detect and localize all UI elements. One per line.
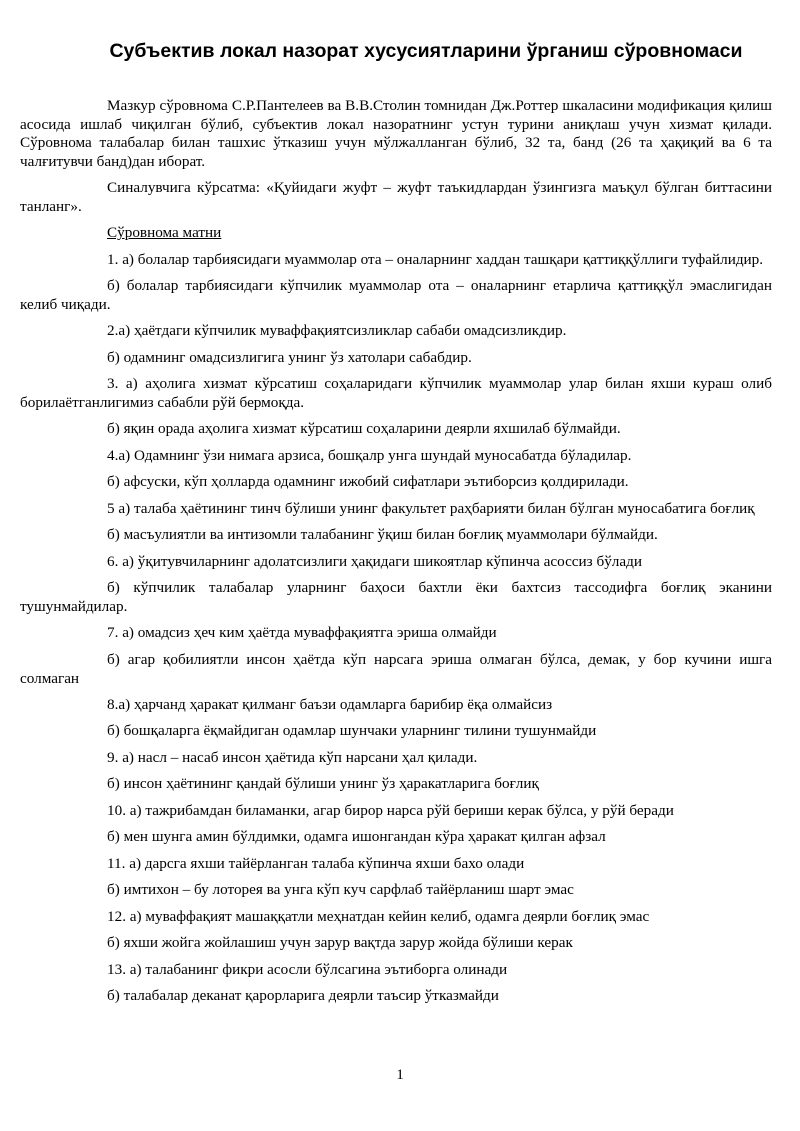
question-1a: 1. а) болалар тарбиясидаги муаммолар ота – оналарнинг хаддан ташқари қаттиққўллиги туфайлидир. bbox=[107, 250, 764, 268]
page-number: 1 bbox=[396, 1066, 404, 1083]
question-4b: б) афсуски, кўп ҳолларда одамнинг ижобий сифатлари эътиборсиз қолдирилади. bbox=[107, 473, 629, 491]
question-3a: 3. а) аҳолига хизмат кўрсатиш соҳаларидаги кўпчилик муаммолар улар билан яхши кураш олиб борилаётганлигимиз сабабли рўй бермоқда. bbox=[20, 375, 772, 411]
question-13b: б) талабалар деканат қарорларига деярли таъсир ўтказмайди bbox=[107, 987, 499, 1005]
question-10a: 10. а) тажрибамдан биламанки, агар бирор нарса рўй бериши керак бўлса, у рўй беради bbox=[107, 801, 674, 819]
section-heading-text: Сўровнома матни bbox=[107, 224, 222, 242]
question-2b: б) одамнинг омадсизлигига унинг ўз хатолари сабабдир. bbox=[107, 348, 472, 366]
question-6b: б) кўпчилик талабалар уларнинг баҳоси бахтли ёки бахтсиз тассодифга боғлиқ эканини тушунмайдилар. bbox=[20, 579, 772, 615]
question-5b: б) масъулиятли ва интизомли талабанинг ўқиш билан боғлиқ муаммолари бўлмайди. bbox=[107, 526, 658, 544]
question-5a: 5 а) талаба ҳаётининг тинч бўлиши унинг факультет раҳбарияти билан бўлган муносабатига боғлиқ bbox=[107, 499, 755, 517]
question-1b: б) болалар тарбиясидаги кўпчилик муаммолар ота – оналарнинг етарлича қаттиққўл эмаслигидан келиб чиқади. bbox=[20, 277, 772, 313]
instruction-paragraph: Синалувчига кўрсатма: «Қуйидаги жуфт – жуфт таъкидлардан ўзингизга маъқул бўлган биттасини танланг». bbox=[20, 179, 772, 215]
question-12b: б) яхши жойга жойлашиш учун зарур вақтда зарур жойда бўлиши керак bbox=[107, 934, 573, 952]
question-11a: 11. а) дарсга яхши тайёрланган талаба кўпинча яхши бахо олади bbox=[107, 854, 525, 872]
document-title: Субъектив локал назорат хусусиятларини ўрганиш сўровномаси bbox=[109, 40, 743, 62]
question-12a: 12. а) муваффақият машаққатли меҳнатдан кейин келиб, одамга деярли боғлиқ эмас bbox=[107, 907, 650, 925]
question-6a: 6. а) ўқитувчиларнинг адолатсизлиги ҳақидаги шикоятлар кўпинча асоссиз бўлади bbox=[107, 552, 642, 570]
question-13a: 13. а) талабанинг фикри асосли бўлсагина эътиборга олинади bbox=[107, 960, 508, 978]
section-heading bbox=[20, 224, 772, 243]
question-7b: б) агар қобилиятли инсон ҳаётда кўп нарсага эриша олмаган бўлса, демак, у бор кучини ишга солмаган bbox=[20, 650, 772, 687]
question-11b: б) имтихон – бу лоторея ва унга кўп куч сарфлаб тайёрланиш шарт эмас bbox=[107, 881, 574, 899]
question-4a: 4.а) Одамнинг ўзи нимага арзиса, бошқалр унга шундай муносабатда бўладилар. bbox=[107, 446, 632, 464]
question-8a: 8.а) ҳарчанд ҳаракат қилманг баъзи одамларга барибир ёқа олмайсиз bbox=[107, 695, 553, 713]
question-9a: 9. а) насл – насаб инсон ҳаётида кўп нарсани ҳал қилади. bbox=[107, 748, 478, 766]
document-body bbox=[20, 97, 772, 1014]
question-3b: б) яқин орада аҳолига хизмат кўрсатиш соҳаларини деярли яхшилаб бўлмайди. bbox=[107, 420, 621, 438]
question-2a: 2.а) ҳаётдаги кўпчилик муваффақиятсизликлар сабаби омадсизликдир. bbox=[107, 322, 567, 340]
question-10b: б) мен шунга амин бўлдимки, одамга ишонгандан кўра ҳаракат қилган афзал bbox=[107, 828, 606, 846]
intro-paragraph: Мазкур сўровнома С.Р.Пантелеев ва В.В.Столин томнидан Дж.Роттер шкаласини модификация қилиш асосида ишлаб чиқилган бўлиб, субъектив локал назоратнинг устун турини аниқлаш учун хизмат қилади. Сўровнома талабалар билан ташхис ўтказиш учун мўлжалланган бўлиб, 32 та, банд (26 та ҳақиқий ва 6 та чалғитувчи банд)дан иборат. bbox=[20, 97, 772, 170]
question-9b: б) инсон ҳаётининг қандай бўлиши унинг ўз ҳаракатларига боғлиқ bbox=[107, 775, 539, 793]
question-8b: б) бошқаларга ёқмайдиган одамлар шунчаки уларнинг тилини тушунмайди bbox=[107, 722, 597, 740]
question-7a: 7. а) омадсиз ҳеч ким ҳаётда муваффақиятга эриша олмайди bbox=[107, 624, 497, 642]
